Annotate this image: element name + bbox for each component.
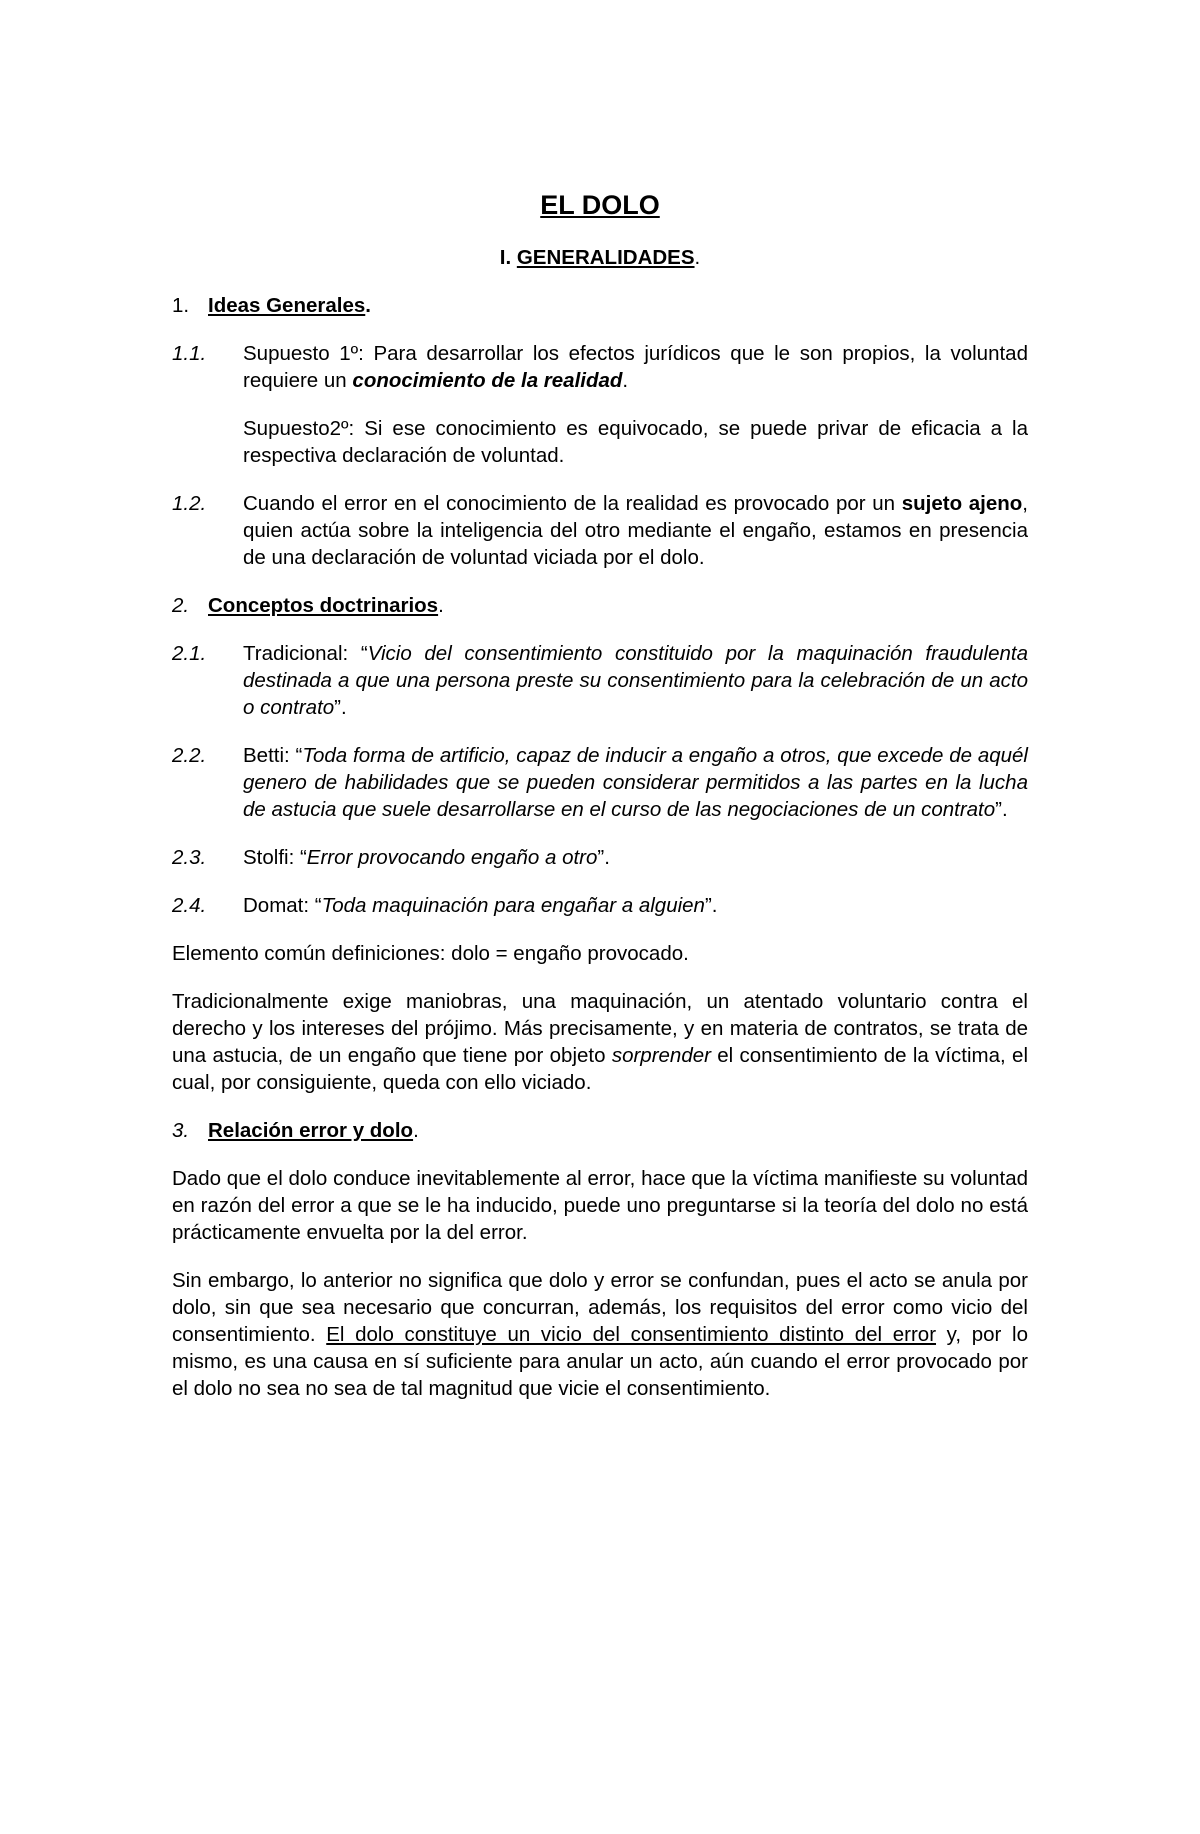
heading-trail: .: [413, 1119, 419, 1142]
item-body: [243, 640, 1028, 721]
heading-number: 3.: [172, 1119, 190, 1142]
item-text: Domat: “: [243, 894, 322, 917]
section-number: I.: [499, 246, 517, 269]
heading-label: Relación error y dolo: [208, 1119, 414, 1142]
item-text: Stolfi: “: [243, 846, 307, 869]
item-2-3: [172, 844, 1028, 871]
item-1-2: [172, 490, 1028, 571]
item-number: 2.4.: [172, 894, 207, 917]
paragraph-emphasis: sorprender: [611, 1044, 711, 1067]
section-label: GENERALIDADES: [516, 246, 695, 269]
item-quote: Vicio del consentimiento constituido por la maquinación fraudulenta destinada a que una persona preste su consentimiento para la celebración de un acto o contrato: [243, 642, 1028, 719]
heading-conceptos-doctrinarios: [172, 592, 1028, 619]
item-emphasis: sujeto ajeno: [901, 492, 1023, 515]
item-number: 1.1.: [172, 342, 207, 365]
item-number: 2.2.: [172, 744, 207, 767]
heading-ideas-generales: [172, 292, 1028, 319]
item-2-4: [172, 892, 1028, 919]
item-text-end: ”.: [704, 894, 718, 917]
item-2-2: [172, 742, 1028, 823]
item-2-1: [172, 640, 1028, 721]
item-text: Betti: “: [243, 744, 303, 767]
item-1-1-continuation: Supuesto2º: Si ese conocimiento es equivocado, se puede privar de eficacia a la respectiva declaración de voluntad.: [243, 417, 1028, 467]
heading-relacion-error-dolo: [172, 1117, 1028, 1144]
item-text-end: .: [622, 369, 629, 392]
item-text-end: ”.: [995, 798, 1008, 821]
heading-trail: .: [438, 594, 444, 617]
item-text: Supuesto 1º: Para desarrollar los efectos jurídicos que le son propios, la voluntad requiere un: [243, 342, 1028, 392]
paragraph-text: Tradicionalmente exige maniobras, una maquinación, un atentado voluntario contra el derecho y los intereses del prójimo. Más precisamente, y en materia de contratos, se trata de una astucia, de un engaño que tiene por objeto: [172, 990, 1028, 1067]
item-1-1: [172, 340, 1028, 394]
paragraph-underlined: El dolo constituye un vicio del consentimiento distinto del error: [326, 1323, 937, 1346]
heading-number: 1.: [172, 294, 190, 317]
paragraph-text: Sin embargo, lo anterior no significa que dolo y error se confundan, pues el acto se anula por dolo, sin que sea necesario que concurran, además, los requisitos del error como vicio del consentimiento.: [172, 1269, 1028, 1346]
paragraph-sin-embargo: [172, 1267, 1028, 1402]
item-body: [243, 340, 1028, 394]
item-quote: Toda forma de artificio, capaz de inducir a engaño a otros, que excede de aquél genero de habilidades que se pueden considerar permitidos a las partes en la lucha de astucia que suele desarrollarse en el curso de las negociaciones de un contrato: [243, 744, 1028, 821]
item-text: Cuando el error en el conocimiento de la realidad es provocado por un: [243, 492, 902, 515]
paragraph-text-end: y, por lo mismo, es una causa en sí suficiente para anular un acto, aún cuando el error provocado por el dolo no sea no sea de tal magnitud que vicie el consentimiento.: [172, 1323, 1028, 1400]
item-number: 2.1.: [172, 642, 207, 665]
item-number: 2.3.: [172, 846, 207, 869]
item-body: [243, 892, 1028, 919]
document-page: [172, 188, 1028, 1423]
item-text-end: , quien actúa sobre la inteligencia del otro mediante el engaño, estamos en presencia de una declaración de voluntad viciada por el dolo.: [243, 492, 1028, 569]
item-number: 1.2.: [172, 492, 207, 515]
document-title: EL DOLO: [540, 190, 660, 220]
heading-trail: .: [365, 294, 371, 317]
item-quote: Error provocando engaño a otro: [306, 846, 598, 869]
heading-number: 2.: [172, 594, 190, 617]
heading-label: Conceptos doctrinarios: [208, 594, 439, 617]
paragraph-tradicionalmente: [172, 988, 1028, 1096]
item-text-end: ”.: [334, 696, 347, 719]
paragraph-text-end: el consentimiento de la víctima, el cual, por consiguiente, queda con ello viciado.: [172, 1044, 1028, 1094]
section-trail: .: [694, 246, 701, 269]
item-text-end: ”.: [597, 846, 610, 869]
paragraph-elemento-comun: Elemento común definiciones: dolo = engaño provocado.: [172, 942, 689, 965]
item-quote: Toda maquinación para engañar a alguien: [321, 894, 705, 917]
item-body: [243, 490, 1028, 571]
item-text: Tradicional: “: [243, 642, 368, 665]
section-title: [172, 244, 1028, 271]
paragraph-dado-que: Dado que el dolo conduce inevitablemente al error, hace que la víctima manifieste su voluntad en razón del error a que se le ha inducido, puede uno preguntarse si la teoría del dolo no está prácticamente envuelta por la del error.: [172, 1167, 1028, 1244]
item-body: [243, 742, 1028, 823]
item-body: [243, 844, 1028, 871]
item-emphasis: conocimiento de la realidad: [352, 369, 623, 392]
heading-label: Ideas Generales: [208, 294, 366, 317]
